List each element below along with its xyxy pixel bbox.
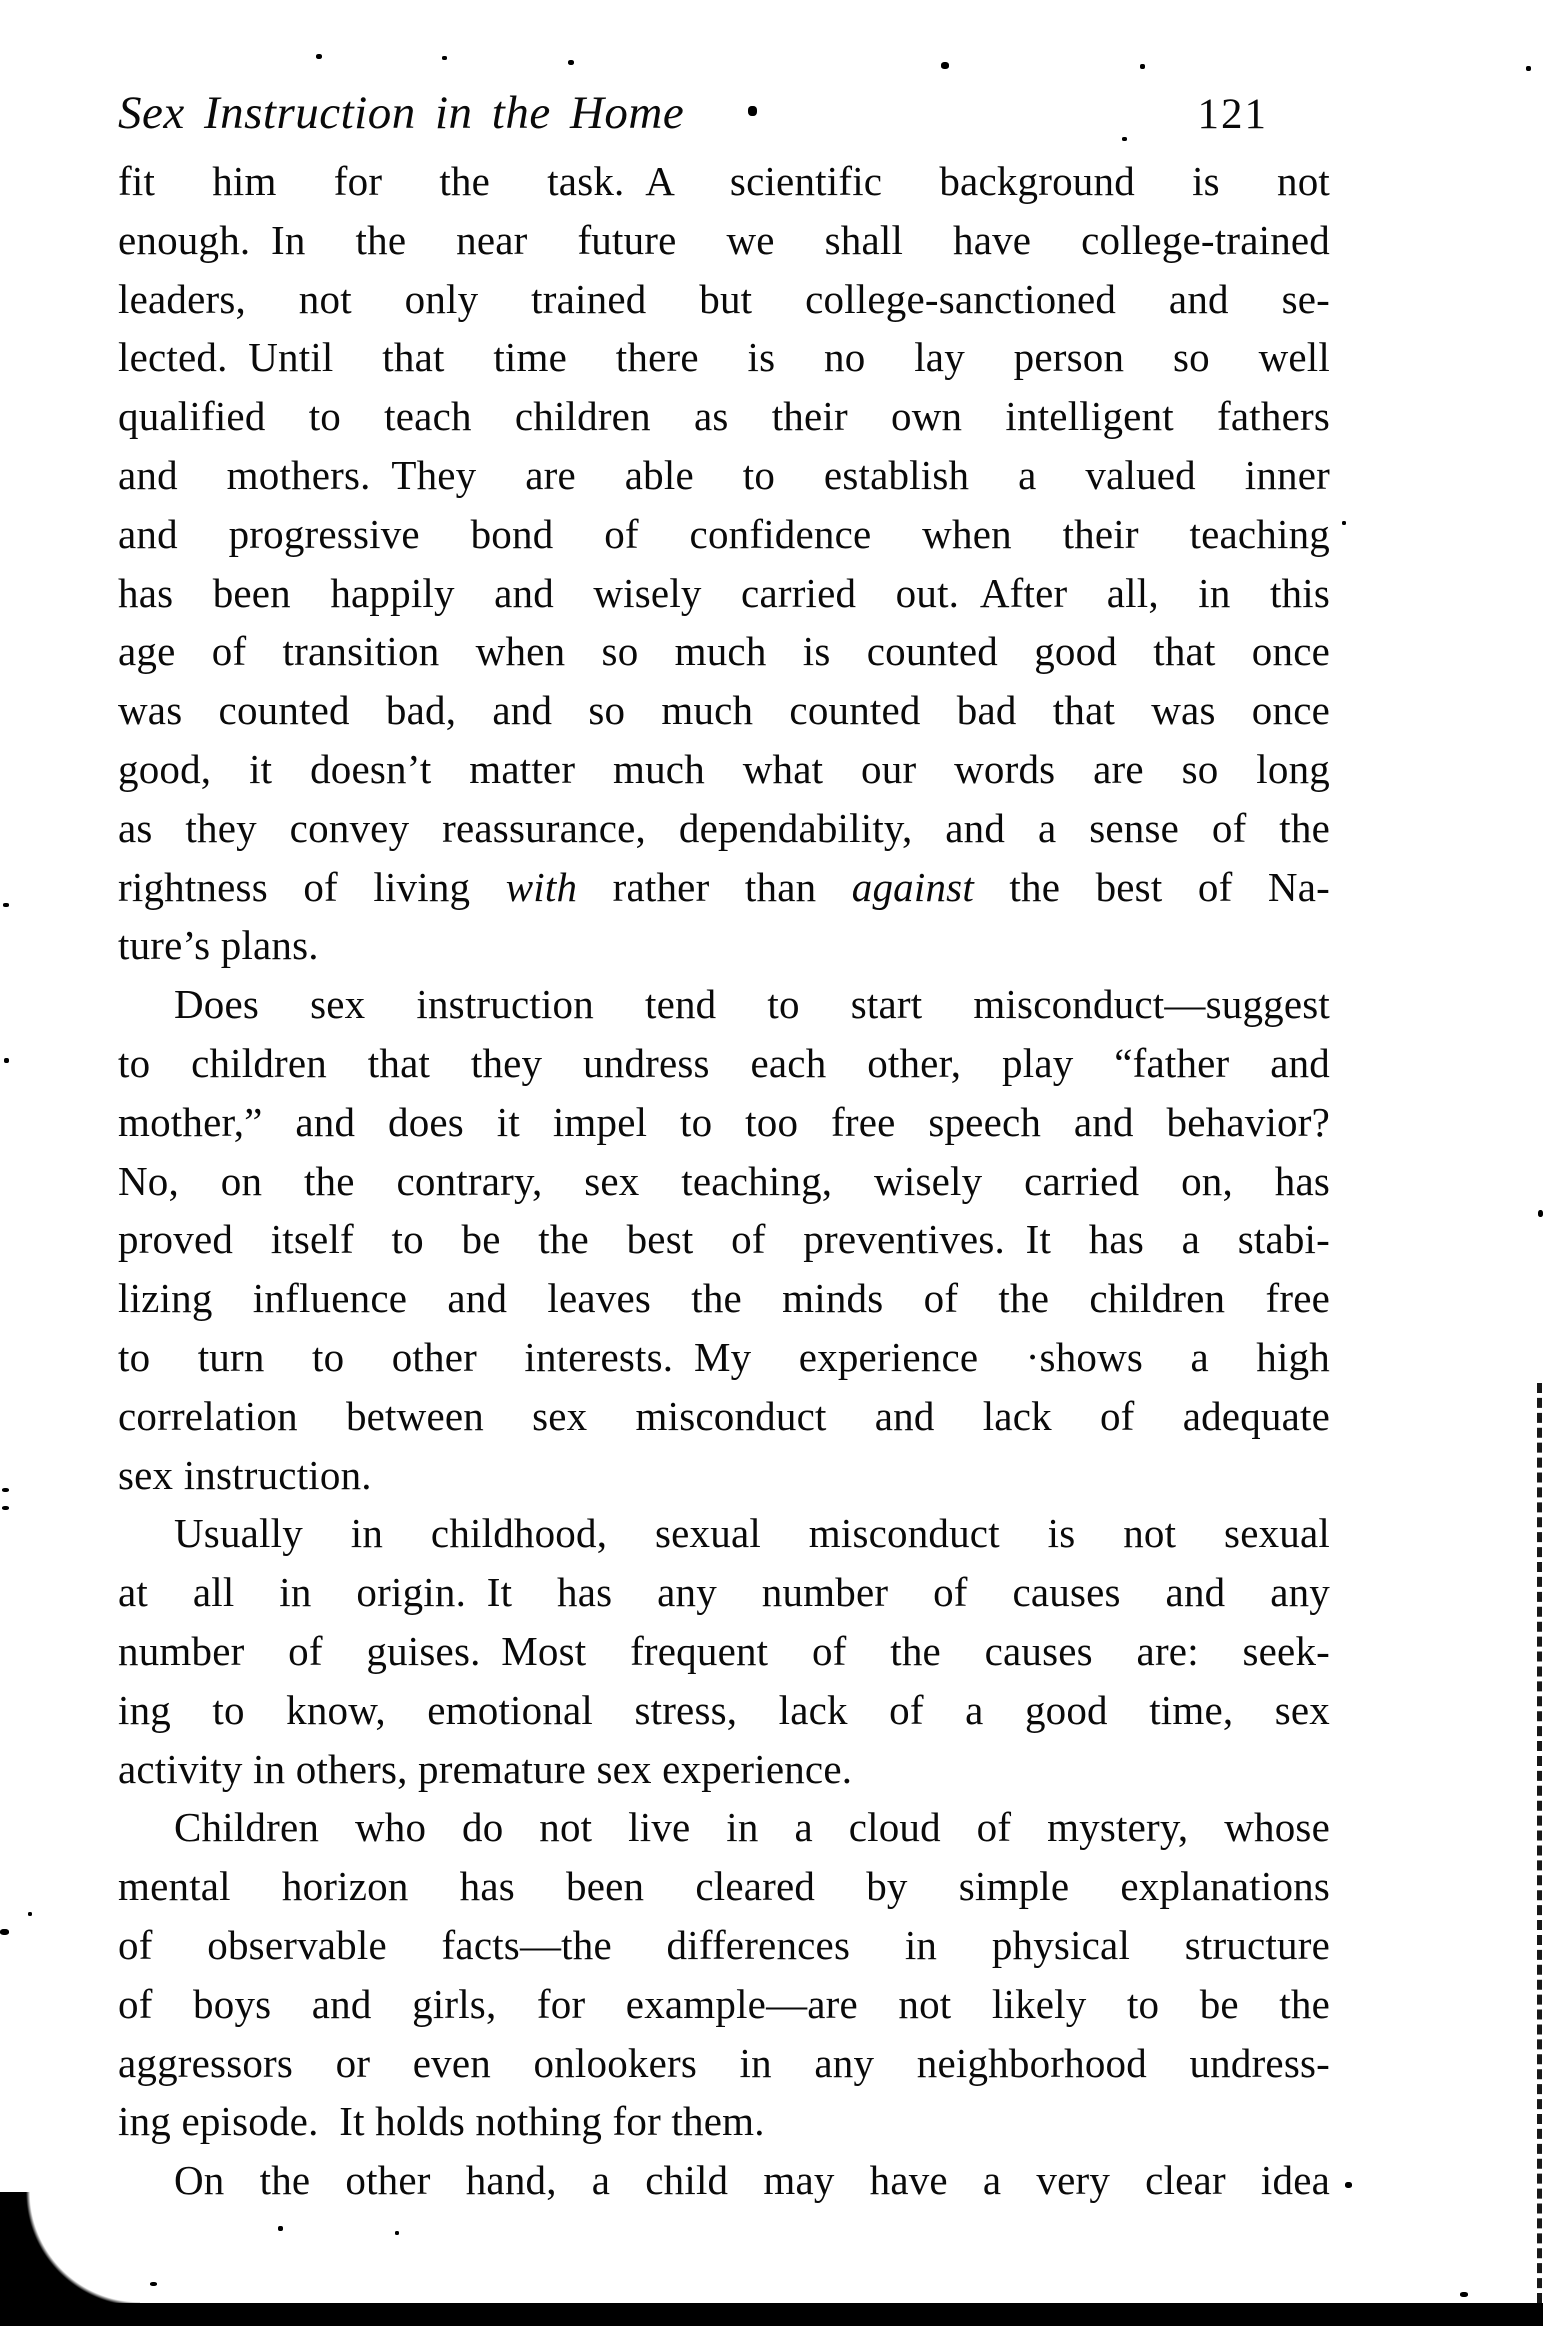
text-line: sex instruction. bbox=[118, 1451, 372, 1498]
text-line: ing to know, emotional stress, lack of a good time, sex bbox=[118, 1686, 1330, 1733]
scan-speck bbox=[0, 1929, 9, 1935]
paragraph bbox=[118, 152, 1330, 975]
scan-speck bbox=[28, 1912, 32, 1916]
running-header bbox=[118, 86, 1330, 140]
text-line: aggressors or even onlookers in any neighborhood undress- bbox=[118, 2039, 1330, 2086]
text-line: activity in others, premature sex experience. bbox=[118, 1745, 853, 1792]
text-line: On the other hand, a child may have a very clear idea bbox=[174, 2157, 1330, 2204]
text-line: as they convey reassurance, dependability, and a sense of the bbox=[118, 804, 1330, 851]
scan-speck bbox=[2, 1506, 9, 1510]
text-line: fit him for the task. A scientific background is not bbox=[118, 158, 1330, 204]
scan-speck bbox=[1122, 137, 1127, 141]
scan-speck bbox=[941, 62, 949, 69]
italic-word: against bbox=[851, 863, 974, 910]
text-line: rightness of living with rather than against the best of Na- bbox=[118, 863, 1330, 910]
scan-speck bbox=[14, 2216, 19, 2220]
text-line: of observable facts—the differences in physical structure bbox=[118, 1921, 1330, 1968]
paragraph bbox=[118, 2151, 1330, 2210]
paragraph bbox=[118, 1798, 1330, 2151]
text-line: good, it doesn’t matter much what our words are so long bbox=[118, 745, 1330, 792]
paragraph bbox=[118, 975, 1330, 1504]
scan-speck bbox=[278, 2226, 283, 2231]
scan-speck bbox=[316, 54, 322, 59]
text-line: and mothers. They are able to establish a valued inner bbox=[118, 451, 1330, 498]
scan-speck bbox=[1526, 66, 1531, 71]
text-line: mother,” and does it impel to too free speech and behavior? bbox=[118, 1098, 1330, 1145]
text-line: Children who do not live in a cloud of mystery, whose bbox=[174, 1804, 1330, 1851]
chapter-title: Sex Instruction in the Home bbox=[118, 87, 685, 139]
scan-speck bbox=[442, 56, 447, 60]
scan-speck bbox=[568, 60, 574, 65]
text-line: mental horizon has been cleared by simple explanations bbox=[118, 1863, 1330, 1910]
text-line: at all in origin. It has any number of causes and any bbox=[118, 1569, 1330, 1616]
scan-speck bbox=[3, 903, 9, 907]
scan-edge-dashed-line bbox=[1537, 1383, 1542, 2303]
text-line: enough. In the near future we shall have college-trained bbox=[118, 216, 1330, 263]
scan-speck bbox=[150, 2282, 157, 2286]
text-line: number of guises. Most frequent of the causes are: seek- bbox=[118, 1627, 1330, 1674]
page-number: 121 bbox=[1197, 91, 1268, 138]
body-text bbox=[118, 152, 1330, 2210]
scan-speck bbox=[395, 2231, 399, 2235]
text-line: correlation between sex misconduct and lack of adequate bbox=[118, 1392, 1330, 1439]
text-line: Does sex instruction tend to start misconduct—suggest bbox=[174, 981, 1330, 1028]
scan-speck bbox=[1460, 2292, 1468, 2297]
text-line: leaders, not only trained but college-sanctioned and se- bbox=[118, 275, 1330, 322]
text-line: Usually in childhood, sexual misconduct is not sexual bbox=[174, 1510, 1330, 1557]
scan-corner-shadow bbox=[0, 2192, 140, 2303]
text-line: lizing influence and leaves the minds of the children free bbox=[118, 1275, 1330, 1322]
text-line: has been happily and wisely carried out. After all, in this bbox=[118, 569, 1330, 616]
text-line: qualified to teach children as their own intelligent fathers bbox=[118, 393, 1330, 440]
italic-word: with bbox=[505, 863, 578, 910]
paragraph bbox=[118, 1504, 1330, 1798]
scan-speck bbox=[30, 2247, 36, 2252]
scan-speck bbox=[1342, 521, 1346, 525]
scan-speck bbox=[2, 1488, 9, 1492]
text-line: lected. Until that time there is no lay person so well bbox=[118, 334, 1330, 381]
scan-speck bbox=[48, 2271, 53, 2275]
scan-speck bbox=[748, 106, 757, 116]
scan-speck bbox=[1140, 64, 1145, 69]
text-line: No, on the contrary, sex teaching, wisely carried on, has bbox=[118, 1157, 1330, 1204]
scan-speck bbox=[1345, 2182, 1352, 2188]
text-line: proved itself to be the best of preventives. It has a stabi- bbox=[118, 1216, 1330, 1263]
scan-speck bbox=[4, 1058, 9, 1063]
text-line: was counted bad, and so much counted bad that was once bbox=[118, 687, 1330, 734]
scan-speck bbox=[1538, 1210, 1543, 1217]
text-line: to children that they undress each other, play “father and bbox=[118, 1039, 1330, 1086]
scan-bottom-bar bbox=[0, 2303, 1543, 2326]
text-line: of boys and girls, for example—are not likely to be the bbox=[118, 1980, 1330, 2027]
text-line: ture’s plans. bbox=[118, 922, 319, 969]
text-line: and progressive bond of confidence when their teaching bbox=[118, 510, 1330, 557]
text-line: age of transition when so much is counted good that once bbox=[118, 628, 1330, 675]
text-line: to turn to other interests. My experience ·shows a high bbox=[118, 1333, 1330, 1380]
text-line: ing episode. It holds nothing for them. bbox=[118, 2098, 765, 2145]
